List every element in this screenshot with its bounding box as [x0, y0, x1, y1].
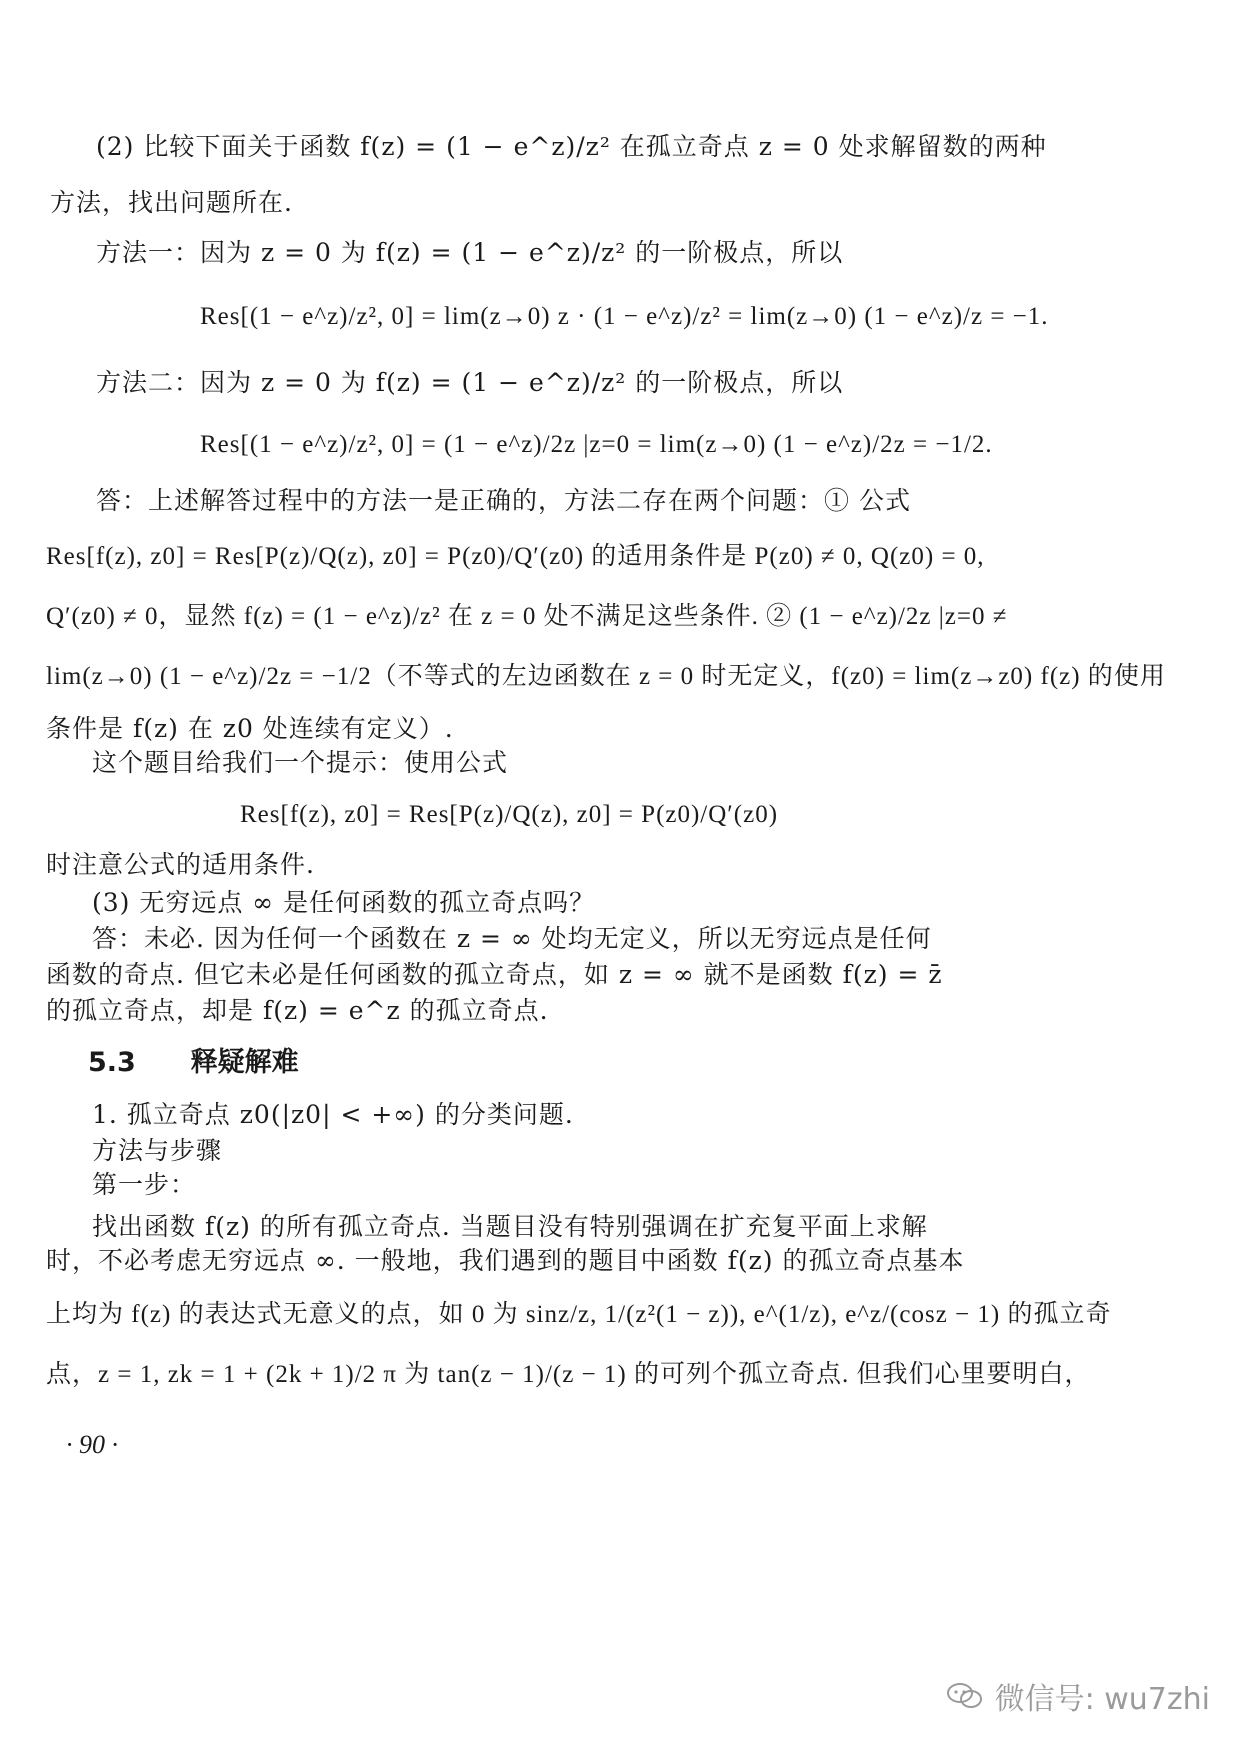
part1-paragraph-line3: 上均为 f(z) 的表达式无意义的点，如 0 为 sinz/z, 1/(z²(1 − z)), e^(1/z), e^z/(cosz − 1) 的孤立奇	[46, 1301, 1112, 1328]
watermark-text: 微信号: wu7zhi	[994, 1682, 1210, 1717]
hint-line1: 这个题目给我们一个提示：使用公式	[92, 748, 509, 777]
part1-paragraph-line1: 找出函数 f(z) 的所有孤立奇点. 当题目没有特别强调在扩充复平面上求解	[92, 1212, 928, 1241]
method2-formula: Res[(1 − e^z)/z², 0] = (1 − e^z)/2z |z=0 = lim(z→0) (1 − e^z)/2z = −1/2.	[200, 431, 993, 458]
part1-step1: 第一步：	[92, 1170, 197, 1199]
method1-intro: 方法一：因为 z = 0 为 f(z) = (1 − e^z)/z² 的一阶极点，所以	[96, 238, 844, 267]
wechat-icon	[945, 1681, 985, 1711]
method1-formula: Res[(1 − e^z)/z², 0] = lim(z→0) z · (1 − e^z)/z² = lim(z→0) (1 − e^z)/z = −1.	[200, 303, 1049, 330]
part1-method: 方法与步骤	[92, 1136, 223, 1165]
answer2-line1: 答：上述解答过程中的方法一是正确的，方法二存在两个问题：① 公式	[96, 486, 911, 515]
section-heading	[88, 1040, 299, 1079]
question3-answer-line2: 函数的奇点. 但它未必是任何函数的孤立奇点，如 z = ∞ 就不是函数 f(z) = z̄	[46, 960, 943, 989]
page-number: · 90 ·	[66, 1430, 118, 1459]
question3-answer-line1: 答：未必. 因为任何一个函数在 z = ∞ 处均无定义，所以无穷远点是任何	[92, 924, 932, 953]
section-title: 释疑解难	[190, 1047, 299, 1078]
part1-paragraph-line4: 点，z = 1, zk = 1 + (2k + 1)/2 π 为 tan(z − 1)/(z − 1) 的可列个孤立奇点. 但我们心里要明白，	[46, 1361, 1091, 1388]
hint-line2: 时注意公式的适用条件.	[46, 850, 315, 879]
answer2-line5: 条件是 f(z) 在 z0 处连续有定义）.	[46, 714, 454, 743]
part1-paragraph-line2: 时，不必考虑无穷远点 ∞. 一般地，我们遇到的题目中函数 f(z) 的孤立奇点基本	[46, 1246, 965, 1275]
hint-formula: Res[f(z), z0] = Res[P(z)/Q(z), z0] = P(z0)/Q′(z0)	[240, 801, 779, 828]
question3-prompt: (3) 无穷远点 ∞ 是任何函数的孤立奇点吗？	[92, 888, 596, 917]
section-number: 5.3	[88, 1047, 136, 1078]
answer2-line3: Q′(z0) ≠ 0，显然 f(z) = (1 − e^z)/z² 在 z = 0 处不满足这些条件. ② (1 − e^z)/2z |z=0 ≠	[46, 603, 1008, 630]
watermark	[945, 1674, 1210, 1718]
question2-prompt-line1: (2) 比较下面关于函数 f(z) = (1 − e^z)/z² 在孤立奇点 z = 0 处求解留数的两种	[96, 132, 1047, 161]
answer2-line4: lim(z→0) (1 − e^z)/2z = −1/2（不等式的左边函数在 z = 0 时无定义，f(z0) = lim(z→z0) f(z) 的使用	[46, 663, 1166, 690]
answer2-line2: Res[f(z), z0] = Res[P(z)/Q(z), z0] = P(z0)/Q′(z0) 的适用条件是 P(z0) ≠ 0, Q(z0) = 0,	[46, 543, 985, 570]
question2-prompt-line2: 方法，找出问题所在.	[50, 188, 293, 217]
question3-answer-line3: 的孤立奇点，却是 f(z) = e^z 的孤立奇点.	[46, 996, 549, 1025]
part1-heading: 1. 孤立奇点 z0(|z0| < +∞) 的分类问题.	[92, 1100, 574, 1129]
method2-intro: 方法二：因为 z = 0 为 f(z) = (1 − e^z)/z² 的一阶极点，所以	[96, 368, 844, 397]
